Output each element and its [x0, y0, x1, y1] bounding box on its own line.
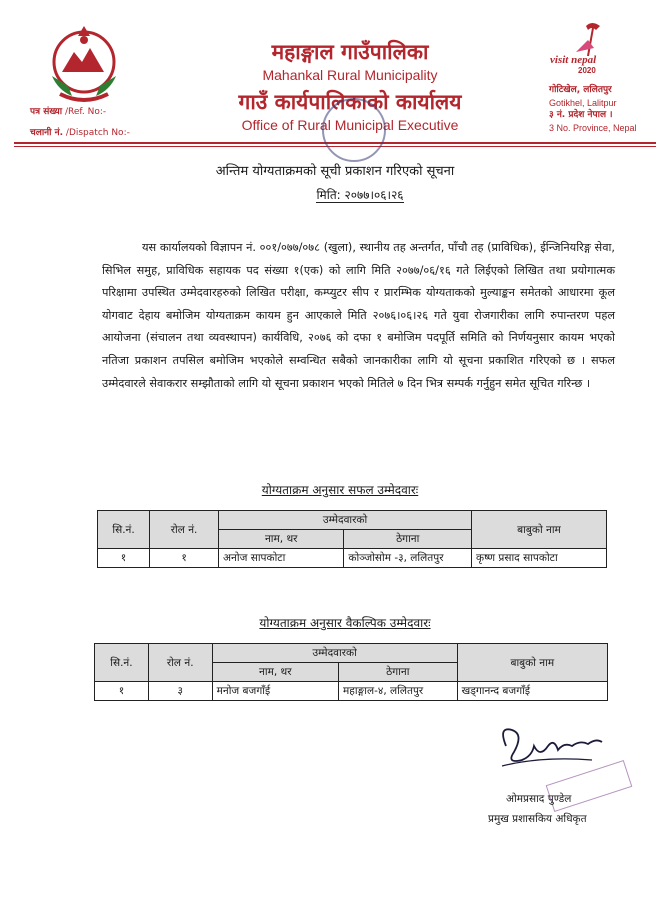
col-name: नाम, थर — [219, 530, 344, 549]
successful-candidates-table — [97, 510, 607, 568]
cell-name: अनोज सापकोटा — [219, 549, 344, 568]
alternate-section-title: योग्यताक्रम अनुसार वैकल्पिक उम्मेदवारः — [259, 616, 431, 630]
col-serial: सि.नं. — [98, 511, 150, 549]
table-row — [95, 682, 608, 701]
cell-name: मनोज बजगाँई — [212, 682, 338, 701]
cell-serial: १ — [95, 682, 149, 701]
notice-subject: अन्तिम योग्यताक्रमको सूची प्रकाशन गरिएको सूचना — [215, 164, 455, 179]
signatory-title: प्रमुख प्रशासकिय अधिकृत — [488, 813, 587, 825]
alternate-candidates-table — [94, 643, 608, 701]
notice-body: यस कार्यालयको विज्ञापन नं. ००१/०७७/०७८ (खुला), स्थानीय तह अन्तर्गत, पाँचौ तह (प्राविधिक), ईन्जिनियरिङ्ग सेवा, सिभिल समुह, प्राविधिक सहायक पद संख्या १(एक) को लागि मिति २०७७/०६/१६ गते लिईएको लिखित तथा प्रयोगात्मक परिक्षामा उपस्थित उम्मेदवारहरुको लिखित परीक्षा, कम्प्युटर सीप र प्रारम्भिक योग्यताकको मुल्याङ्कन समेतको आधारमा कूल योगवाट देहाय बमोजिम योग्यताक्रम कायम हुन आएकाले मिति २०७६।०६।२६ गते युवा रोजगारीका लागि रुपान्तरण पहल आयोजना (संचालन तथा व्यवस्थापन) कार्यविधि, २०७६ को दफा १ बमोजिम पदपूर्ति समिति को निर्णयनुसार कायम भएको नतिजा प्रकाशन तपसिल बमोजिम भएकोले सम्वन्धित सबैको जानकारीका लागि यो सूचना प्रकाशित गरिएको छ । सफल उम्मेदवारले सेवाकरार सम्झौताको लागि यो सूचना प्रकाशन भएको मितिले ७ दिन भित्र सम्पर्क गर्नुहुन समेत सूचित गरिन्छ । — [102, 241, 615, 390]
cell-address: महाङ्गाल-४, ललितपुर — [339, 682, 458, 701]
notice-date-text: मिति: २०७७।०६।२६ — [316, 188, 404, 202]
table-row — [98, 549, 607, 568]
municipality-emblem — [38, 14, 130, 106]
cell-father: कृष्ण प्रसाद सापकोटा — [472, 549, 607, 568]
cell-roll: ३ — [148, 682, 212, 701]
col-serial: सि.नं. — [95, 644, 149, 682]
dispatch-number-label: चलानी नं. /Dispatch No:- — [30, 128, 130, 138]
province-np: ३ नं. प्रदेश नेपाल । — [549, 110, 613, 120]
cell-address: कोञ्जोसोम -३, ललितपुर — [344, 549, 472, 568]
col-roll: रोल नं. — [148, 644, 212, 682]
signatory-name: ओमप्रसाद पुण्डेल — [506, 793, 572, 805]
province-en: 3 No. Province, Nepal — [549, 122, 637, 133]
visit-nepal-text: visit nepal — [550, 54, 597, 66]
col-father: बाबुको नाम — [457, 644, 607, 682]
col-name: नाम, थर — [212, 663, 338, 682]
cell-serial: १ — [98, 549, 150, 568]
place-en: Gotikhel, Lalitpur — [549, 97, 617, 108]
handwritten-signature — [492, 716, 607, 776]
col-roll: रोल नं. — [150, 511, 219, 549]
successful-section-title: योग्यताक्रम अनुसार सफल उम्मेदवारः — [261, 483, 419, 497]
office-address-block — [549, 84, 659, 134]
office-title-np: गाउँ कार्यपालिकाको कार्यालय — [238, 90, 462, 114]
cell-father: खड्‌गानन्द बजगाँई — [457, 682, 607, 701]
col-address: ठेगाना — [339, 663, 458, 682]
notice-date — [290, 186, 430, 203]
municipality-title-np: महाङ्गाल गाउँपालिका — [271, 40, 429, 64]
place-np: गोटिखेल, ललितपुर — [549, 85, 612, 95]
ref-number-label: पत्र संख्या /Ref. No:- — [30, 107, 107, 117]
municipality-title-en: Mahankal Rural Municipality — [262, 67, 438, 83]
cell-roll: १ — [150, 549, 219, 568]
visit-nepal-logo — [548, 18, 638, 78]
office-title-en: Office of Rural Municipal Executive — [241, 117, 459, 133]
office-seal — [322, 98, 386, 162]
col-address: ठेगाना — [344, 530, 472, 549]
visit-nepal-year: 2020 — [578, 66, 596, 75]
col-father: बाबुको नाम — [472, 511, 607, 549]
col-candidate: उम्मेदवारको — [212, 644, 457, 663]
col-candidate: उम्मेदवारको — [219, 511, 472, 530]
